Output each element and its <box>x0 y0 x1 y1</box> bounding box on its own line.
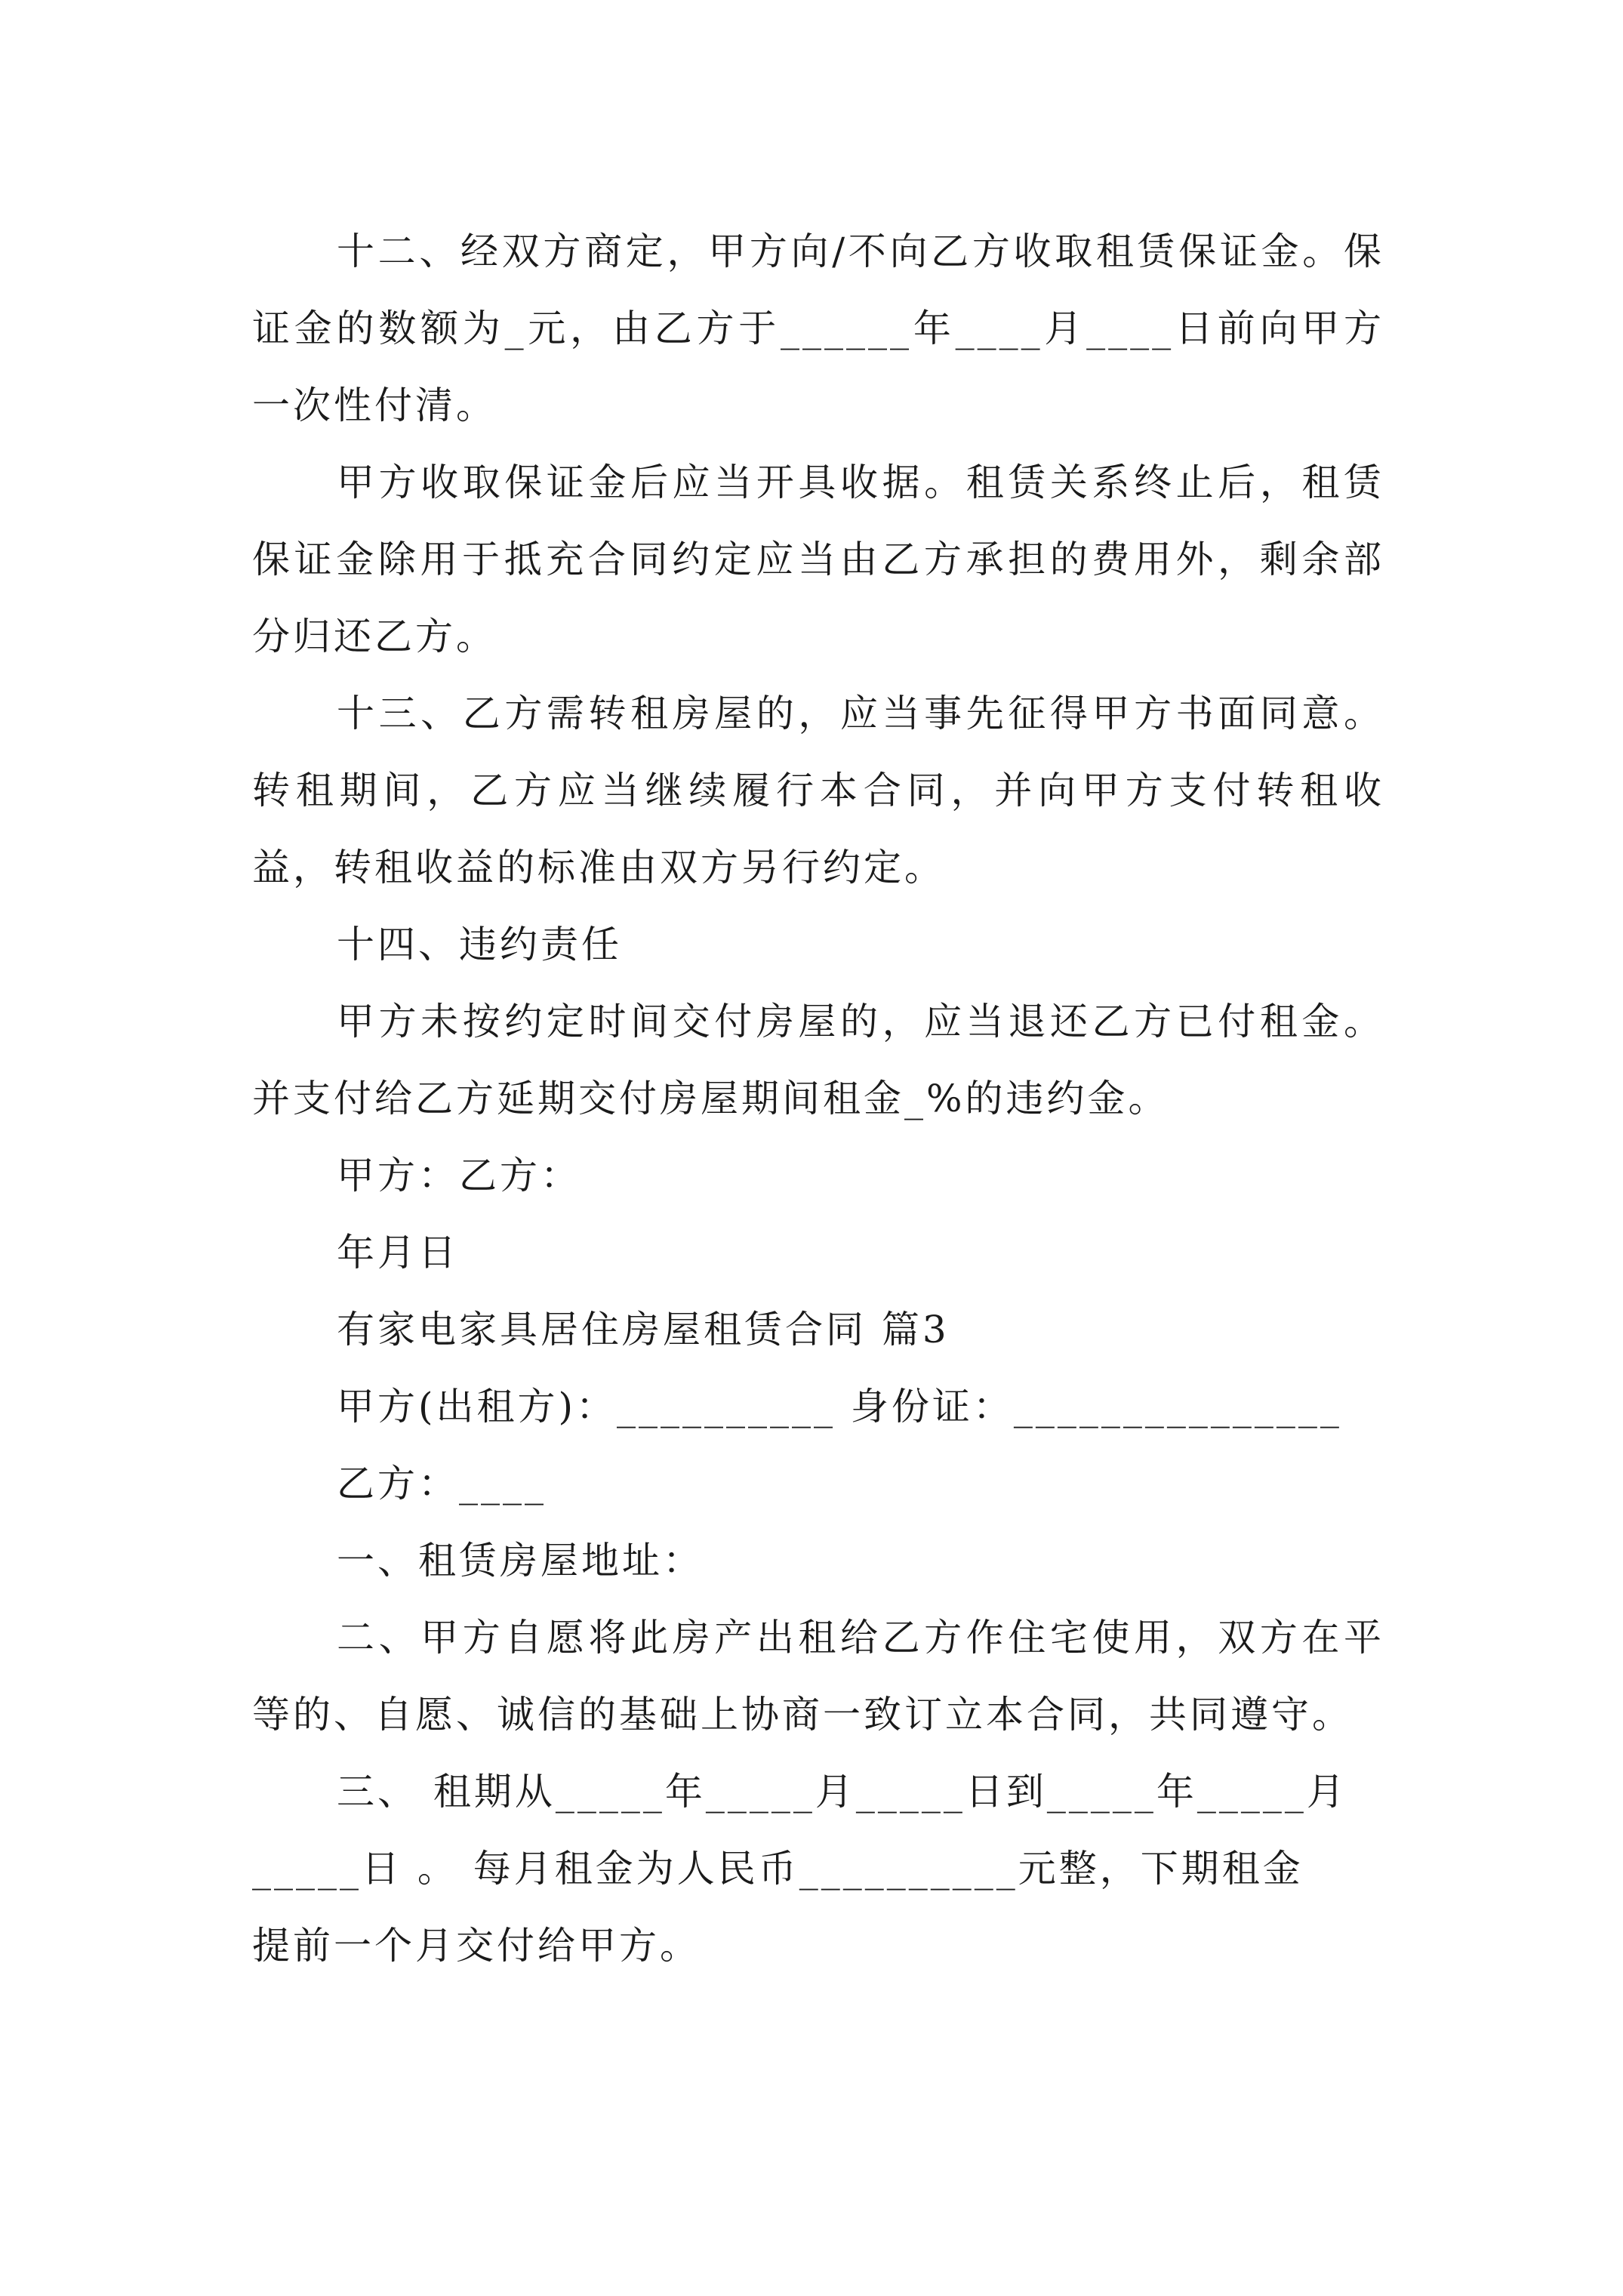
breach-paragraph: 甲方未按约定时间交付房屋的，应当退还乙方已付租金。并支付给乙方延期交付房屋期间租金_%的违约金。 <box>252 1000 1384 1120</box>
clause-3-term-line-1: 三、 租期从_____年_____月_____日到_____年_____月 <box>337 1770 1347 1814</box>
party-b-line: 乙方：____ <box>337 1462 547 1505</box>
clause-2-usage: 二、甲方自愿将此房产出租给乙方作住宅使用，双方在平等的、自愿、诚信的基础上协商一致订立本合同，共同遵守。 <box>252 1616 1384 1737</box>
clause-12-deposit: 十二、经双方商定，甲方向/不向乙方收取租赁保证金。保证金的数额为_元，由乙方于______年____月____日前向甲方一次性付清。 <box>252 230 1384 427</box>
clause-3-term-line-3: 提前一个月交付给甲方。 <box>252 1924 701 1968</box>
signature-date: 年月日 <box>337 1231 459 1274</box>
deposit-receipt-paragraph: 甲方收取保证金后应当开具收据。租赁关系终止后，租赁保证金除用于抵充合同约定应当由乙方承担的费用外，剩余部分归还乙方。 <box>252 461 1384 658</box>
clause-13-sublease: 十三、乙方需转租房屋的，应当事先征得甲方书面同意。转租期间，乙方应当继续履行本合同，并向甲方支付转租收益，转租收益的标准由双方另行约定。 <box>252 692 1384 889</box>
document-body <box>252 213 1384 1984</box>
clause-1-address: 一、租赁房屋地址： <box>337 1539 704 1583</box>
signature-parties: 甲方：乙方： <box>337 1154 581 1197</box>
clause-3-term-line-2: _____日 。 每月租金为人民币__________元整，下期租金 <box>252 1847 1304 1891</box>
party-a-line: 甲方(出租方)：__________ 身份证：_______________ <box>337 1385 1342 1428</box>
clause-14-heading: 十四、违约责任 <box>337 923 622 966</box>
contract-title-3: 有家电家具居住房屋租赁合同 篇3 <box>337 1308 950 1351</box>
